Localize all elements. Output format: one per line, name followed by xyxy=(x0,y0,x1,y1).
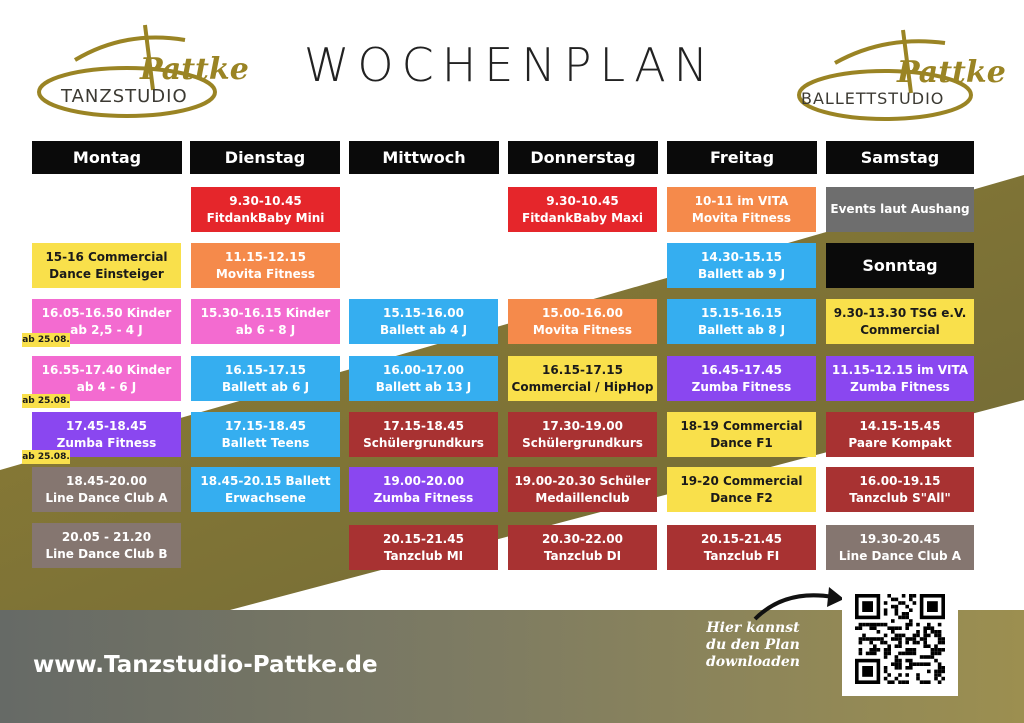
class-slot: 20.15-21.45 Tanzclub MI xyxy=(349,525,498,570)
class-slot: 9.30-13.30 TSG e.V. Commercial xyxy=(826,299,974,344)
qr-code-graphic xyxy=(842,583,958,696)
class-slot: 17.15-18.45 Schülergrundkurs xyxy=(349,412,498,457)
day-header-sonntag: Sonntag xyxy=(826,243,974,288)
curved-arrow-icon xyxy=(745,585,845,625)
day-header-dienstag: Dienstag xyxy=(190,141,340,174)
class-slot: 16.55-17.40 Kinder ab 4 - 6 J xyxy=(32,356,181,401)
class-slot: 20.15-21.45 Tanzclub FI xyxy=(667,525,816,570)
class-slot: 16.00-19.15 Tanzclub S"All" xyxy=(826,467,974,512)
start-date-badge: ab 25.08. xyxy=(22,396,70,406)
day-header-donnerstag: Donnerstag xyxy=(508,141,658,174)
class-slot: 17.45-18.45 Zumba Fitness xyxy=(32,412,181,457)
class-slot: 15.00-16.00 Movita Fitness xyxy=(508,299,657,344)
tanzstudio-logo xyxy=(35,20,249,120)
start-date-badge: ab 25.08. xyxy=(22,452,70,462)
class-slot: 16.15-17.15 Commercial / HipHop xyxy=(508,356,657,401)
qr-code-icon[interactable] xyxy=(842,583,958,696)
class-slot: 19.00-20.30 Schüler Medaillenclub xyxy=(508,467,657,512)
day-header-montag: Montag xyxy=(32,141,182,174)
logo-script: Pattke xyxy=(140,52,249,87)
day-header-mittwoch: Mittwoch xyxy=(349,141,499,174)
download-hint: Hier kannst du den Plan downloaden xyxy=(706,620,800,670)
logo-word: BALLETTSTUDIO xyxy=(801,89,945,108)
class-slot: 19.30-20.45 Line Dance Club A xyxy=(826,525,974,570)
day-header-samstag: Samstag xyxy=(826,141,974,174)
class-slot: 17.15-18.45 Ballett Teens xyxy=(191,412,340,457)
class-slot: 9.30-10.45 FitdankBaby Maxi xyxy=(508,187,657,232)
ballettstudio-logo xyxy=(795,25,1006,125)
class-slot: 9.30-10.45 FitdankBaby Mini xyxy=(191,187,340,232)
class-slot: 16.05-16.50 Kinder ab 2,5 - 4 J xyxy=(32,299,181,344)
class-slot: 19.00-20.00 Zumba Fitness xyxy=(349,467,498,512)
logo-script: Pattke xyxy=(897,55,1006,90)
class-slot: 15.15-16.00 Ballett ab 4 J xyxy=(349,299,498,344)
class-slot: 16.45-17.45 Zumba Fitness xyxy=(667,356,816,401)
class-slot: 14.15-15.45 Paare Kompakt xyxy=(826,412,974,457)
class-slot: Events laut Aushang xyxy=(826,187,974,232)
class-slot: 14.30-15.15 Ballett ab 9 J xyxy=(667,243,816,288)
class-slot: 11.15-12.15 im VITA Zumba Fitness xyxy=(826,356,974,401)
class-slot: 15.30-16.15 Kinder ab 6 - 8 J xyxy=(191,299,340,344)
class-slot: 15-16 Commercial Dance Einsteiger xyxy=(32,243,181,288)
class-slot: 16.00-17.00 Ballett ab 13 J xyxy=(349,356,498,401)
class-slot: 15.15-16.15 Ballett ab 8 J xyxy=(667,299,816,344)
class-slot: 18-19 Commercial Dance F1 xyxy=(667,412,816,457)
class-slot: 19-20 Commercial Dance F2 xyxy=(667,467,816,512)
class-slot: 11.15-12.15 Movita Fitness xyxy=(191,243,340,288)
class-slot: 18.45-20.15 Ballett Erwachsene xyxy=(191,467,340,512)
start-date-badge: ab 25.08. xyxy=(22,335,70,345)
class-slot: 20.30-22.00 Tanzclub DI xyxy=(508,525,657,570)
class-slot: 16.15-17.15 Ballett ab 6 J xyxy=(191,356,340,401)
class-slot: 18.45-20.00 Line Dance Club A xyxy=(32,467,181,512)
class-slot: 10-11 im VITA Movita Fitness xyxy=(667,187,816,232)
page-title: WOCHENPLAN xyxy=(303,38,717,92)
class-slot: 20.05 - 21.20 Line Dance Club B xyxy=(32,523,181,568)
day-header-freitag: Freitag xyxy=(667,141,817,174)
logo-word: TANZSTUDIO xyxy=(61,86,188,107)
class-slot: 17.30-19.00 Schülergrundkurs xyxy=(508,412,657,457)
website-link[interactable]: www.Tanzstudio-Pattke.de xyxy=(33,652,378,678)
